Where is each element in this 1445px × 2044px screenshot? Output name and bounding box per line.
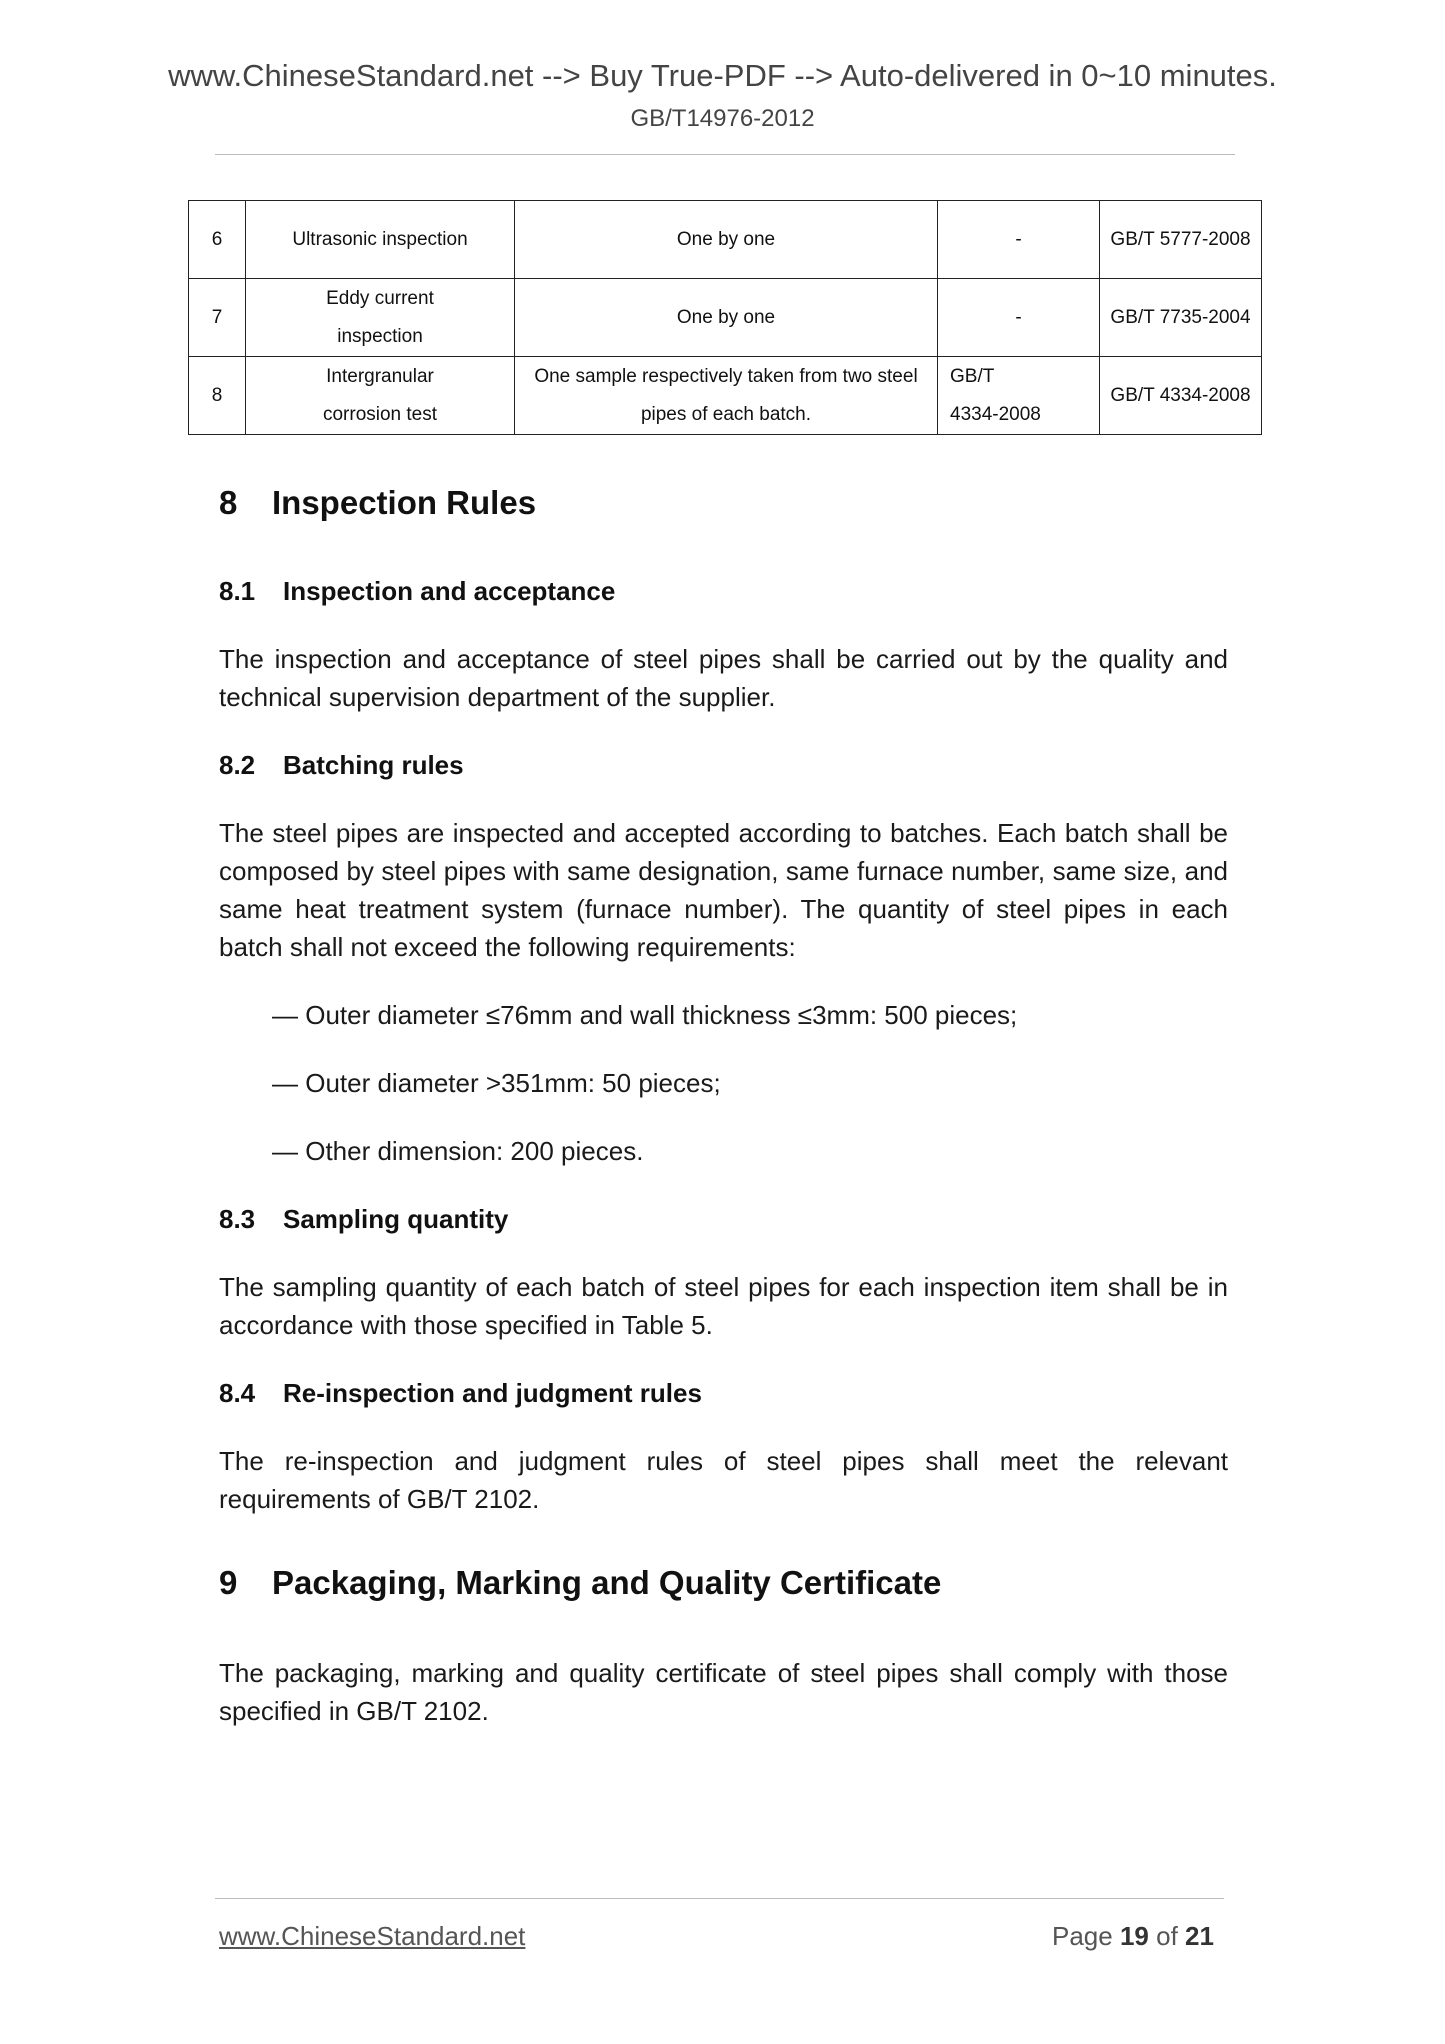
section-8-2-text: The steel pipes are inspected and accepted according to batches. Each batch shall be composed by steel pipes with same designation, same furnace number, same size, and same heat treatment system (furnace number). The quantity of steel pipes in each batch shall not exceed the following requirements:	[219, 818, 1228, 962]
page-number: Page 19 of 21	[1052, 1921, 1214, 1951]
batch-rule-bullet: — Other dimension: 200 pieces.	[272, 1136, 644, 1166]
inspection-table	[188, 200, 1262, 435]
table-row	[189, 357, 1262, 435]
document-code: GB/T14976-2012	[630, 105, 815, 132]
section-8-heading: 8 Inspection Rules	[219, 484, 537, 521]
batch-rule-bullet: — Outer diameter ≤76mm and wall thickness ≤3mm: 500 pieces;	[272, 1000, 1018, 1030]
section-9-text: The packaging, marking and quality certificate of steel pipes shall comply with those specified in GB/T 2102.	[219, 1658, 1228, 1726]
section-8-2-heading: 8.2 Batching rules	[219, 750, 464, 780]
section-8-4-text: The re-inspection and judgment rules of steel pipes shall meet the relevant requirements of GB/T 2102.	[219, 1446, 1228, 1514]
reference-standard: GB/T 5777-2008	[1100, 201, 1262, 279]
row-number: 8	[189, 357, 246, 435]
footer-divider	[215, 1898, 1224, 1899]
test-method: -	[938, 201, 1100, 279]
section-8-4-heading: 8.4 Re-inspection and judgment rules	[219, 1378, 702, 1408]
header-banner: www.ChineseStandard.net --> Buy True-PDF --> Auto-delivered in 0~10 minutes.	[168, 58, 1277, 93]
row-number: 7	[189, 279, 246, 357]
inspection-item: Eddy current inspection	[246, 279, 515, 357]
sampling-quantity: One by one	[515, 279, 938, 357]
reference-standard: GB/T 4334-2008	[1100, 357, 1262, 435]
sampling-quantity: One sample respectively taken from two steel pipes of each batch.	[515, 357, 938, 435]
sampling-quantity: One by one	[515, 201, 938, 279]
batch-rule-bullet: — Outer diameter >351mm: 50 pieces;	[272, 1068, 721, 1098]
table-row	[189, 279, 1262, 357]
header-divider	[215, 154, 1235, 155]
inspection-item: Ultrasonic inspection	[246, 201, 515, 279]
section-8-3-heading: 8.3 Sampling quantity	[219, 1204, 509, 1234]
row-number: 6	[189, 201, 246, 279]
reference-standard: GB/T 7735-2004	[1100, 279, 1262, 357]
section-8-3-text: The sampling quantity of each batch of steel pipes for each inspection item shall be in accordance with those specified in Table 5.	[219, 1272, 1228, 1340]
inspection-item: Intergranular corrosion test	[246, 357, 515, 435]
section-8-1-heading: 8.1 Inspection and acceptance	[219, 576, 616, 606]
section-9-heading: 9 Packaging, Marking and Quality Certificate	[219, 1564, 942, 1601]
test-method: -	[938, 279, 1100, 357]
footer-website-link[interactable]: www.ChineseStandard.net	[219, 1921, 526, 1951]
section-8-1-text: The inspection and acceptance of steel pipes shall be carried out by the quality and technical supervision department of the supplier.	[219, 644, 1228, 712]
table-row	[189, 201, 1262, 279]
test-method: GB/T 4334-2008	[938, 357, 1100, 435]
